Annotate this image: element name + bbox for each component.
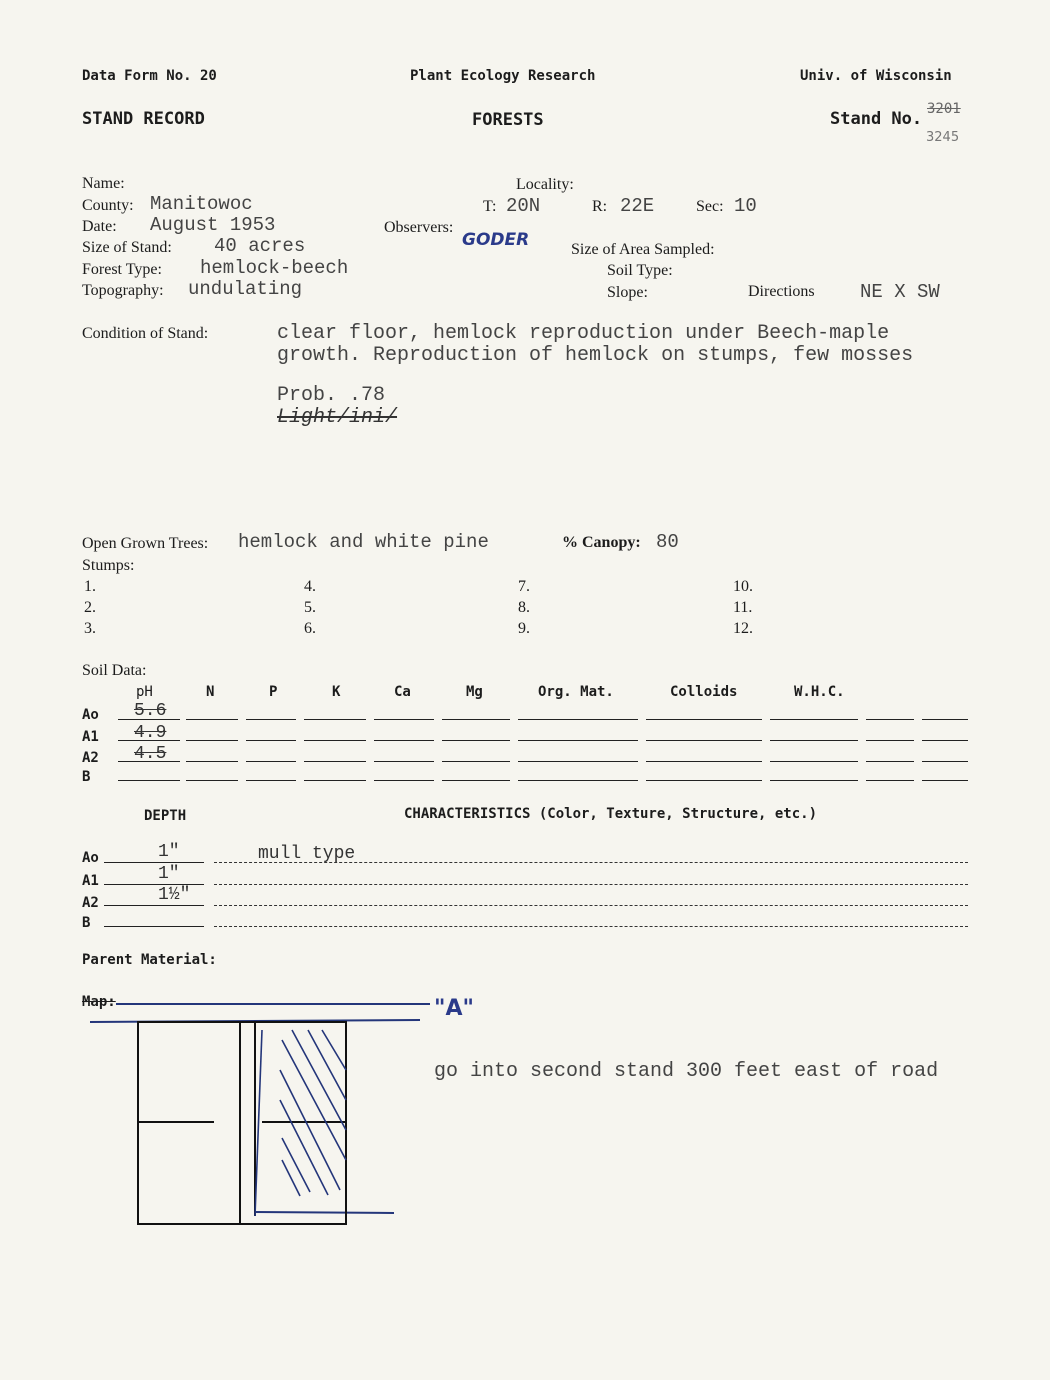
depth-horizon-a2: A2 — [82, 895, 99, 911]
col-mg: Mg — [466, 684, 483, 700]
slope-label: Slope: — [607, 284, 648, 301]
ph-a1: 4.9 — [134, 723, 167, 743]
soil-type-label: Soil Type: — [607, 262, 673, 279]
depth-label: DEPTH — [144, 808, 187, 824]
area-sampled-label: Size of Area Sampled: — [571, 241, 715, 258]
depth-ao: 1" — [158, 842, 180, 862]
condition-label: Condition of Stand: — [82, 325, 209, 342]
soil-horizon-ao: Ao — [82, 707, 99, 723]
depth-a2: 1½" — [158, 885, 191, 905]
col-k: K — [332, 684, 341, 700]
stand-no-label: Stand No. — [830, 109, 923, 129]
open-grown-value: hemlock and white pine — [238, 531, 489, 553]
directions-value: NE X SW — [860, 281, 940, 303]
size-value: 40 acres — [214, 235, 306, 257]
sec-label: Sec: — [696, 198, 724, 215]
record-title: STAND RECORD — [82, 109, 205, 129]
soil-horizon-a2: A2 — [82, 750, 99, 766]
depth-horizon-ao: Ao — [82, 850, 99, 866]
observers-value: GODER — [462, 230, 530, 250]
characteristics-label: CHARACTERISTICS (Color, Texture, Structure, etc.) — [404, 806, 818, 822]
condition-line-1: clear floor, hemlock reproduction under Beech-maple — [277, 322, 890, 345]
r-label: R: — [592, 198, 608, 215]
directions-label: Directions — [748, 283, 815, 300]
stump-2: 2. — [84, 599, 96, 616]
soil-horizon-b: B — [82, 769, 91, 785]
condition-line-2: growth. Reproduction of hemlock on stumps, few mosses — [277, 344, 914, 367]
map-note: go into second stand 300 feet east of road — [434, 1060, 939, 1083]
col-colloids: Colloids — [670, 684, 738, 700]
stump-1: 1. — [84, 578, 96, 595]
stump-7: 7. — [518, 578, 530, 595]
stump-9: 9. — [518, 620, 530, 637]
date-label: Date: — [82, 218, 117, 235]
col-org-mat: Org. Mat. — [538, 684, 614, 700]
r-value: 22E — [620, 195, 655, 217]
observers-label: Observers: — [384, 219, 454, 236]
topography-value: undulating — [188, 278, 303, 300]
probability: Prob. .78 — [277, 384, 386, 407]
t-label: T: — [483, 198, 497, 215]
locality-label: Locality: — [516, 176, 574, 193]
stump-10: 10. — [733, 578, 753, 595]
t-value: 20N — [506, 195, 541, 217]
col-n: N — [206, 684, 215, 700]
col-ca: Ca — [394, 684, 411, 700]
name-label: Name: — [82, 175, 125, 192]
stump-12: 12. — [733, 620, 753, 637]
size-label: Size of Stand: — [82, 239, 172, 256]
depth-horizon-b: B — [82, 915, 91, 931]
col-ph: pH — [136, 684, 153, 700]
depth-a1: 1" — [158, 864, 180, 884]
parent-material-label: Parent Material: — [82, 952, 217, 968]
stumps-label: Stumps: — [82, 557, 135, 574]
university: Univ. of Wisconsin — [800, 68, 952, 84]
depth-horizon-a1: A1 — [82, 873, 99, 889]
forests-title: FORESTS — [472, 110, 544, 130]
soil-data-label: Soil Data: — [82, 662, 147, 679]
sec-value: 10 — [734, 195, 757, 217]
col-p: P — [269, 684, 278, 700]
county-label: County: — [82, 197, 134, 214]
ph-a2: 4.5 — [134, 744, 167, 764]
topography-label: Topography: — [82, 282, 164, 299]
county-value: Manitowoc — [150, 193, 253, 215]
stump-5: 5. — [304, 599, 316, 616]
date-value: August 1953 — [150, 214, 276, 236]
ph-ao: 5.6 — [134, 701, 167, 721]
stump-11: 11. — [733, 599, 753, 616]
map-marker-a: "A" — [434, 996, 474, 1021]
map-label: Map: — [82, 994, 116, 1010]
struck-note: Light/ini/ — [277, 406, 398, 429]
stump-8: 8. — [518, 599, 530, 616]
canopy-label: % Canopy: — [562, 534, 641, 551]
stand-no-struck: 3201 — [927, 101, 961, 117]
open-grown-label: Open Grown Trees: — [82, 535, 209, 552]
stump-6: 6. — [304, 620, 316, 637]
stump-3: 3. — [84, 620, 96, 637]
forest-type-label: Forest Type: — [82, 261, 162, 278]
form-number: Data Form No. 20 — [82, 68, 217, 84]
soil-horizon-a1: A1 — [82, 729, 99, 745]
stand-no-new: 3245 — [926, 130, 960, 145]
stump-4: 4. — [304, 578, 316, 595]
canopy-value: 80 — [656, 531, 679, 553]
forest-type-value: hemlock-beech — [200, 257, 349, 279]
char-ao: mull type — [258, 844, 356, 864]
organization: Plant Ecology Research — [410, 68, 596, 84]
col-whc: W.H.C. — [794, 684, 845, 700]
